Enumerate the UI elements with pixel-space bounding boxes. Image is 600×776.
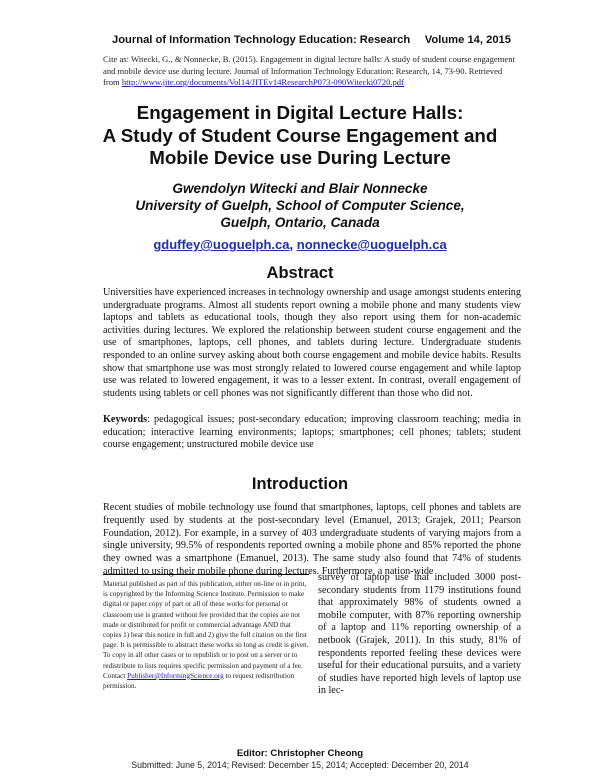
citation-link[interactable]: http://www.jite.org/documents/Vol14/JITEv14ResearchP073-090Witecki0720.pdf <box>121 77 404 87</box>
journal-name: Journal of Information Technology Education: Research <box>112 34 411 46</box>
submission-dates: Submitted: June 5, 2014; Revised: December 15, 2014; Accepted: December 20, 2014 <box>131 760 469 770</box>
publisher-email-link[interactable]: Publisher@InformingScience.org <box>127 671 224 680</box>
title-line-2: A Study of Student Course Engagement and <box>102 124 498 146</box>
volume-number: Volume 14, 2015 <box>424 34 511 46</box>
author-emails <box>100 237 500 252</box>
keywords-label: Keywords <box>103 414 148 425</box>
introduction-heading: Introduction <box>251 475 349 493</box>
author-names: Gwendolyn Witecki and Blair Nonnecke <box>172 181 428 196</box>
keywords-text: : pedagogical issues; post-secondary education; improving classroom teaching; media in education; interactive learning environments; laptops; smartphones; cell phones; tablets; student course engagement; unstructured mobile device use <box>103 414 521 451</box>
introduction-right-column: survey of laptop use that included 3000 post-secondary students from 1179 institutions found that approximately 98% of students owned a mobile computer, with 87% reporting ownership of a laptop and 11% reporting ownership of a netbook (Grajek, 2011). In this study, 81% of respondents reported feeling these devices were useful for their educational pursuits, and a variety of studies have reported high levels of laptop use in lec- <box>318 572 521 697</box>
title-line-1: Engagement in Digital Lecture Halls: <box>136 102 464 123</box>
citation <box>103 54 521 89</box>
paper-title <box>60 102 540 170</box>
abstract-heading: Abstract <box>266 264 334 282</box>
email-link-1[interactable]: gduffey@uoguelph.ca <box>153 237 290 252</box>
citation-text: Cite as: Witecki, G., & Nonnecke, B. (2015). Engagement in digital lecture halls: A study of student course engagement and mobile device use during lecture. Journal of Information Technology Education: Research, 14, 73-90. Retrieved from <box>103 54 515 87</box>
editor-line: Editor: Christopher Cheong <box>236 748 364 759</box>
keywords <box>103 414 521 452</box>
email-separator: , <box>289 237 294 252</box>
title-line-3: Mobile Device use During Lecture <box>149 147 451 168</box>
copyright-text: Material published as part of this publication, either on-line or in print, is copyrighted by the Informing Science Institute. Permission to make digital or paper copy of part or all of these works for personal or classroom use is granted without fee provided that the copies are not made or distributed for profit or commercial advantage AND that copies 1) bear this notice in full and 2) give the full citation on the first page. It is permissible to abstract these works so long as credit is given. To copy in all other cases or to republish or to post on a server or to redistribute to lists requires specific permission and payment of a fee. Contact <box>103 580 309 680</box>
author-affiliation-2: Guelph, Ontario, Canada <box>220 215 380 230</box>
copyright-suffix: to request redistribution permission. <box>103 671 295 691</box>
author-affiliation-1: University of Guelph, School of Computer Science, <box>135 198 465 213</box>
abstract-body: Universities have experienced increases in technology ownership and usage amongst students entering undergraduate programs. Almost all students report owning a mobile phone and many students view laptops and tablets as educational tools, though they also report using them for non-academic activities during lectures. We explored the relationship between student course engagement and the use of smartphones, laptops, cell phones, and tablets during lecture. Undergraduate students responded to an online survey asking about both course engagement and mobile device habits. Results show that smartphone use was most strongly related to lowered course engagement and while laptop use was related to lowered engagement, it was to a lesser extent. In contrast, overall engagement of students using tablets or cell phones was not significantly different than those who did not. <box>103 287 521 399</box>
introduction-body: Recent studies of mobile technology use found that smartphones, laptops, cell phones and tablets are frequently used by students at the post-secondary level (Emanuel, 2013; Grajek, 2011; Pearson Foundation, 2012). For example, in a survey of 403 undergraduate students of varying majors from a single university, 99.5% of respondents reported owning a mobile phone and 85% reported the phone they owned was a smartphone (Emanuel, 2013). The same study also found that 74% of students admitted to using their mobile phone during lectures. Furthermore, a nation-wide <box>103 502 521 577</box>
copyright-notice <box>103 574 309 691</box>
email-link-2[interactable]: nonnecke@uoguelph.ca <box>296 237 447 252</box>
